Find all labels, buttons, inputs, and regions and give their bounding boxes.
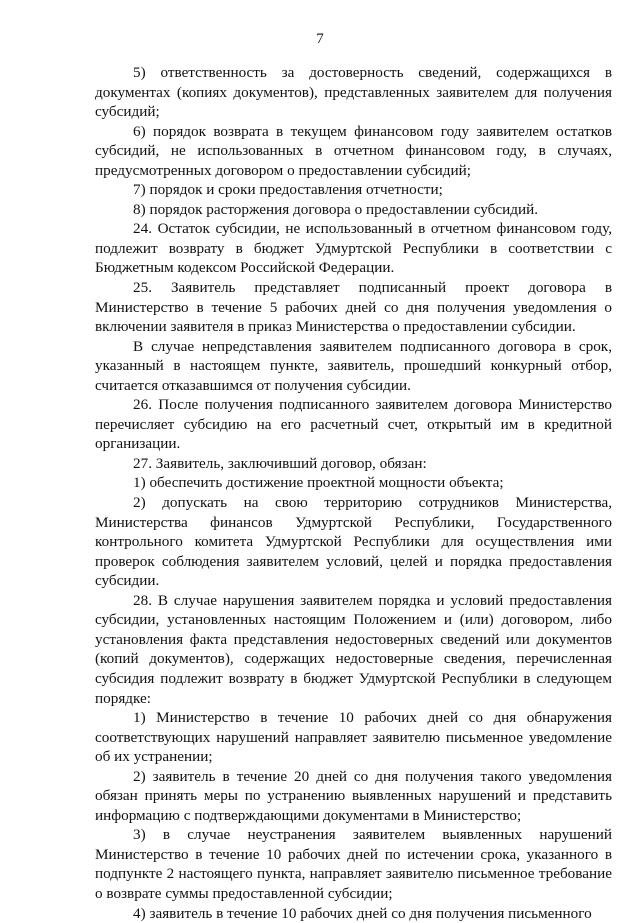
paragraph-28: 28. В случае нарушения заявителем порядка и условий предоставления субсидии, установленных настоящим Положением и (или) договором, либо установления факта представления недостоверных сведений или документов (копий документов), содержащих недостоверные сведения, перечисленная субсидия подлежит возврату в бюджет Удмуртской Республики в следующем порядке: [95,591,612,707]
paragraph-24: 24. Остаток субсидии, не использованный в отчетном финансовом году, подлежит возврату в бюджет Удмуртской Республики в соответствии с Бюджетным кодексом Российской Федерации. [95,220,612,277]
paragraph-26: 26. После получения подписанного заявителем договора Министерство перечисляет субсидию на его расчетный счет, открытый им в кредитной организации. [95,396,612,453]
paragraph-25: 25. Заявитель представляет подписанный проект договора в Министерство в течение 5 рабочих дней со дня получения уведомления о включении заявителя в приказ Министерства о предоставлении субсидии. [95,279,612,336]
paragraph-28-item-1: 1) Министерство в течение 10 рабочих дней со дня обнаружения соответствующих нарушений направляет заявителю письменное уведомление об их устранении; [95,709,612,766]
paragraph-28-item-4: 4) заявитель в течение 10 рабочих дней со дня получения письменного [133,904,592,922]
paragraph-item-6: 6) порядок возврата в текущем финансовом году заявителем остатков субсидий, не использованных в отчетном финансовом году, в случаях, предусмотренных договором о предоставлении субсидий; [95,122,612,179]
paragraph-28-item-2: 2) заявитель в течение 20 дней со дня получения такого уведомления обязан принять меры по устранению выявленных нарушений и представить информацию с подтверждающими документами в Министерство; [95,767,612,824]
paragraph-27: 27. Заявитель, заключивший договор, обязан: [133,454,427,472]
paragraph-25-continued: В случае непредставления заявителем подписанного договора в срок, указанный в настоящем пункте, заявитель, прошедший конкурный отбор, считается отказавшимся от получения субсидии. [95,337,612,394]
page-number: 7 [316,31,324,47]
paragraph-item-5: 5) ответственность за достоверность сведений, содержащихся в документах (копиях документов), представленных заявителем для получения субсидий; [95,64,612,121]
paragraph-27-item-1: 1) обеспечить достижение проектной мощности объекта; [133,474,504,492]
paragraph-item-8: 8) порядок расторжения договора о предоставлении субсидий. [133,200,539,218]
paragraph-27-item-2: 2) допускать на свою территорию сотрудников Министерства, Министерства финансов Удмуртской Республики, Государственного контрольного комитета Удмуртской Республики для осуществления ими проверок соблюдения заявителем условий, целей и порядка предоставления субсидии. [95,494,612,590]
paragraph-28-item-3: 3) в случае неустранения заявителем выявленных нарушений Министерство в течение 10 рабочих дней по истечении срока, указанного в подпункте 2 настоящего пункта, направляет заявителю письменное требование о возврате суммы предоставленной субсидии; [95,826,612,902]
paragraph-item-7: 7) порядок и сроки предоставления отчетности; [133,181,443,199]
document-body [95,63,612,923]
